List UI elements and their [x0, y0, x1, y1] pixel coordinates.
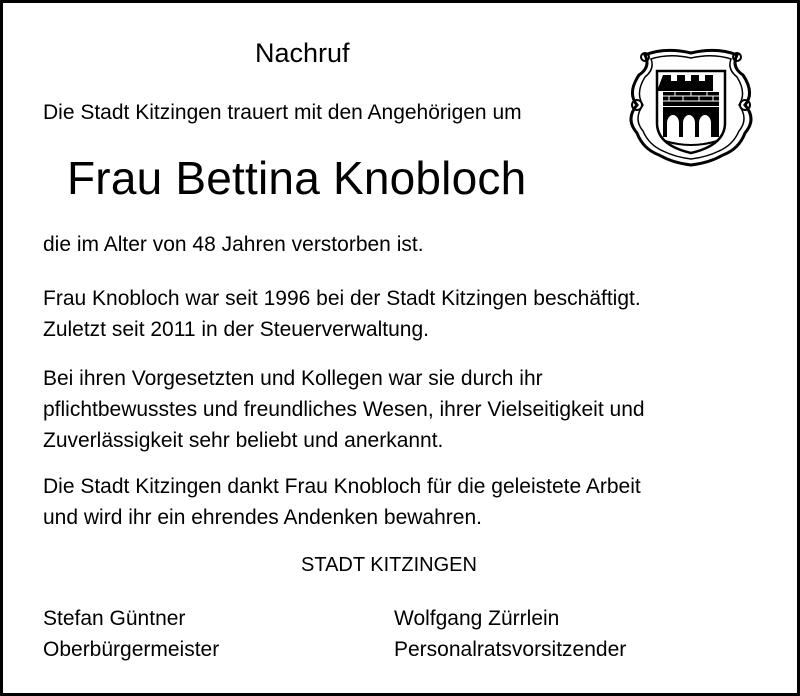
notice-title: Nachruf [255, 38, 350, 68]
organization-name: STADT KITZINGEN [301, 554, 477, 576]
paragraph-line: Bei ihren Vorgesetzten und Kollegen war sie durch ihr [43, 367, 543, 390]
paragraph-line: Die Stadt Kitzingen dankt Frau Knobloch für die geleistete Arbeit [43, 475, 641, 498]
city-coat-of-arms-icon [625, 45, 757, 169]
signatory-role: Oberbürgermeister [43, 638, 220, 661]
signatory-staff-council [394, 603, 626, 665]
paragraph-line: die im Alter von 48 Jahren verstorben ist. [43, 233, 424, 256]
signatory-name: Wolfgang Zürrlein [394, 607, 560, 630]
signatory-name: Stefan Güntner [43, 607, 186, 630]
paragraph-line: Frau Knobloch war seit 1996 bei der Stadt Kitzingen beschäftigt. [43, 287, 641, 310]
deceased-name: Frau Bettina Knobloch [67, 152, 527, 204]
paragraph-thanks [43, 471, 763, 533]
paragraph-age [43, 229, 763, 260]
paragraph-line: Zuverlässigkeit sehr beliebt und anerkannt. [43, 429, 444, 452]
signatory-role: Personalratsvorsitzender [394, 638, 627, 661]
signatory-mayor [43, 603, 219, 665]
paragraph-line: und wird ihr ein ehrendes Andenken bewahren. [43, 506, 482, 529]
paragraph-character [43, 363, 763, 456]
paragraph-line: pflichtbewusstes und freundliches Wesen, ihrer Vielseitigkeit und [43, 398, 645, 421]
paragraph-employment [43, 283, 763, 345]
intro-line: Die Stadt Kitzingen trauert mit den Angehörigen um [43, 101, 522, 124]
paragraph-line: Zuletzt seit 2011 in der Steuerverwaltung. [43, 318, 429, 341]
